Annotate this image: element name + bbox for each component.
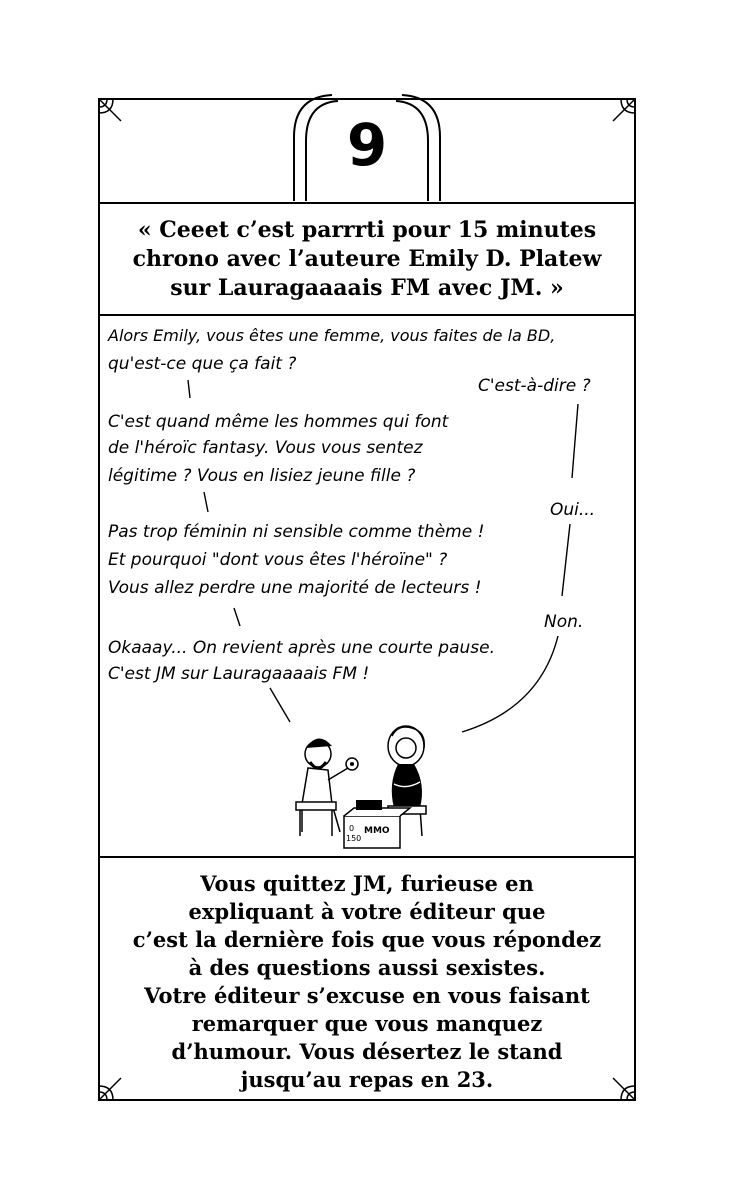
dialogue-panel: [100, 316, 634, 858]
intro-quote: [100, 204, 634, 316]
intro-line: « Ceeet c’est parrrti pour 15 minutes: [137, 217, 597, 243]
intro-line: chrono avec l’auteure Emily D. Platew: [132, 246, 602, 272]
guest-reply: C'est-à-dire ?: [478, 376, 591, 396]
outro-line: c’est la dernière fois que vous répondez: [132, 927, 602, 952]
host-line: Pas trop féminin ni sensible comme thème !: [108, 522, 485, 542]
outro-line: d’humour. Vous désertez le stand: [171, 1039, 563, 1064]
host-line: C'est JM sur Lauragaaaais FM !: [108, 664, 370, 684]
guest-reply: Oui...: [550, 500, 596, 520]
host-line: de l'héroïc fantasy. Vous vous sentez: [108, 438, 423, 458]
host-line: Vous allez perdre une majorité de lecteurs !: [108, 578, 482, 598]
outro-line: expliquant à votre éditeur que: [188, 899, 546, 924]
outro-line: à des questions aussi sexistes.: [188, 955, 546, 980]
outro-text: [100, 858, 634, 1101]
host-line: C'est quand même les hommes qui font: [108, 412, 449, 432]
host-line: Alors Emily, vous êtes une femme, vous faites de la BD,: [108, 326, 556, 345]
guest-reply: Non.: [544, 612, 584, 632]
card-header: [100, 100, 634, 204]
outro-line: jusqu’au repas en 23.: [240, 1067, 494, 1092]
host-line: Et pourquoi "dont vous êtes l'héroïne" ?: [108, 550, 448, 570]
intro-line: sur Lauragaaaais FM avec JM. »: [170, 275, 564, 301]
story-card: [98, 98, 636, 1101]
outro-line: Vous quittez JM, furieuse en: [200, 871, 534, 896]
host-line: Okaaay... On revient après une courte pause.: [108, 638, 495, 658]
box-label: MMO: [364, 826, 390, 836]
host-line: qu'est-ce que ça fait ?: [108, 354, 297, 374]
box-label: 0: [349, 824, 355, 833]
outro-line: remarquer que vous manquez: [191, 1011, 543, 1036]
outro-line: Votre éditeur s’excuse en vous faisant: [144, 983, 590, 1008]
box-label: 150: [346, 834, 362, 843]
card-number: 9: [346, 111, 388, 179]
host-line: légitime ? Vous en lisiez jeune fille ?: [108, 466, 416, 486]
